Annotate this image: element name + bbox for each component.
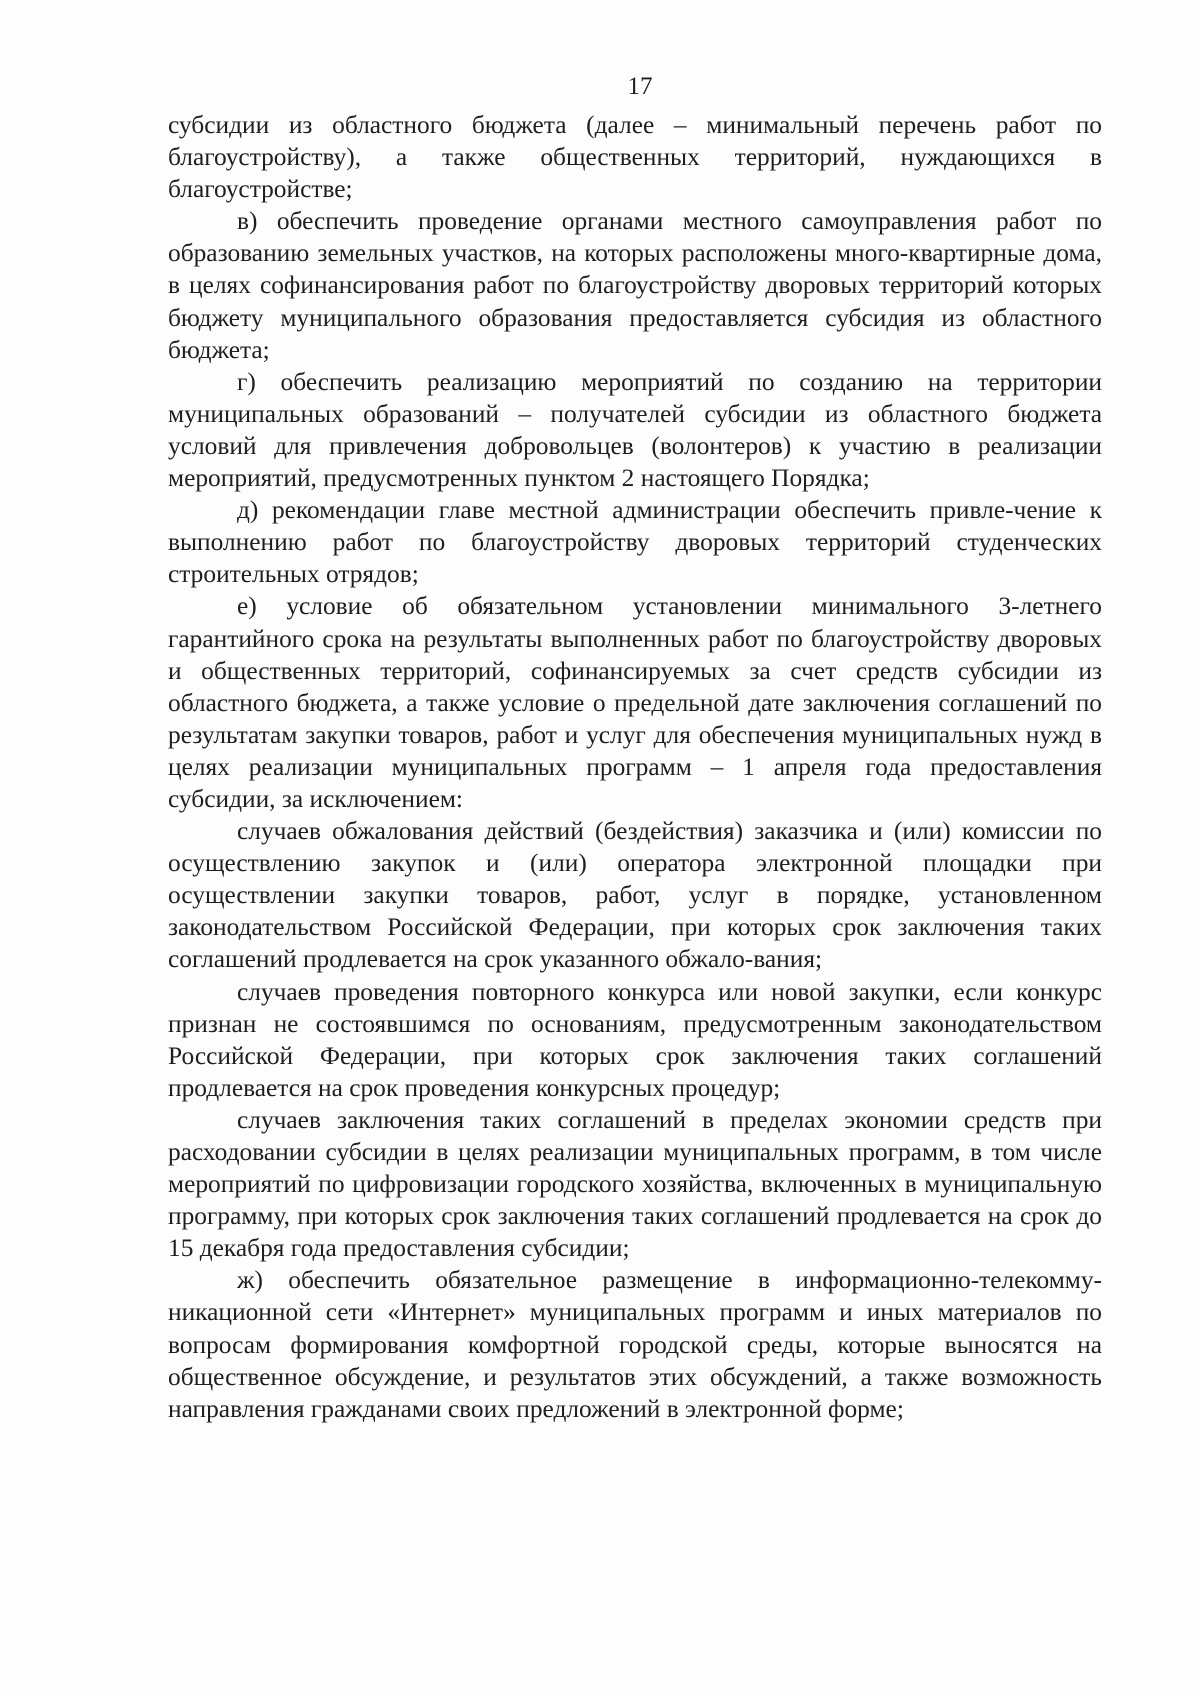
paragraph-exception-repeat-tender: случаев проведения повторного конкурса или новой закупки, если конкурс признан не состоявшимся по основаниям, предусмотренным законодательством Российской Федерации, при которых срок заключения таких соглашений продлевается на срок проведения конкурсных процедур; [168,977,1102,1102]
document-body [168,109,1102,1425]
paragraph-item-e: е) условие об обязательном установлении минимального 3-летнего гарантийного срока на результаты выполненных работ по благоустройству дворовых и общественных территорий, софинансируемых за счет средств субсидии из областного бюджета, а также условие о предельной дате заключения соглашений по результатам закупки товаров, работ и услуг для обеспечения муниципальных нужд в целях реализации муниципальных программ – 1 апреля года предоставления субсидии, за исключением: [168,592,1102,813]
paragraph-item-zh: ж) обеспечить обязательное размещение в информационно-телекомму-никационной сети «Интернет» муниципальных программ и иных материалов по вопросам формирования комфортной городской среды, которые выносятся на общественное обсуждение, и результатов этих обсуждений, а также возможность направления гражданами своих предложений в электронной форме; [168,1266,1102,1423]
paragraph-continuation: субсидии из областного бюджета (далее – минимальный перечень работ по благоустройству), а также общественных территорий, нуждающихся в благоустройстве; [168,111,1102,204]
page-number: 17 [627,73,653,100]
paragraph-exception-appeal: случаев обжалования действий (бездействия) заказчика и (или) комиссии по осуществлению закупок и (или) оператора электронной площадки при осуществлении закупки товаров, работ, услуг в порядке, установленном законодательством Российской Федерации, при которых срок заключения таких соглашений продлевается на срок указанного обжало-вания; [168,817,1102,974]
paragraph-item-v: в) обеспечить проведение органами местного самоуправления работ по образованию земельных участков, на которых расположены много-квартирные дома, в целях софинансирования работ по благоустройству дворовых территорий которых бюджету муниципального образования предоставляется субсидия из областного бюджета; [168,207,1102,364]
paragraph-exception-savings: случаев заключения таких соглашений в пределах экономии средств при расходовании субсидии в целях реализации муниципальных программ, в том числе мероприятий по цифровизации городского хозяйства, включенных в муниципальную программу, при которых срок заключения таких соглашений продлевается на срок до 15 декабря года предоставления субсидии; [168,1105,1102,1263]
paragraph-item-d: д) рекомендации главе местной администрации обеспечить привле-чение к выполнению работ по благоустройству дворовых территорий студенческих строительных отрядов; [168,496,1102,589]
paragraph-item-g: г) обеспечить реализацию мероприятий по созданию на территории муниципальных образований – получателей субсидии из областного бюджета условий для привлечения добровольцев (волонтеров) к участию в реализации мероприятий, предусмотренных пунктом 2 настоящего Порядка; [168,367,1102,493]
